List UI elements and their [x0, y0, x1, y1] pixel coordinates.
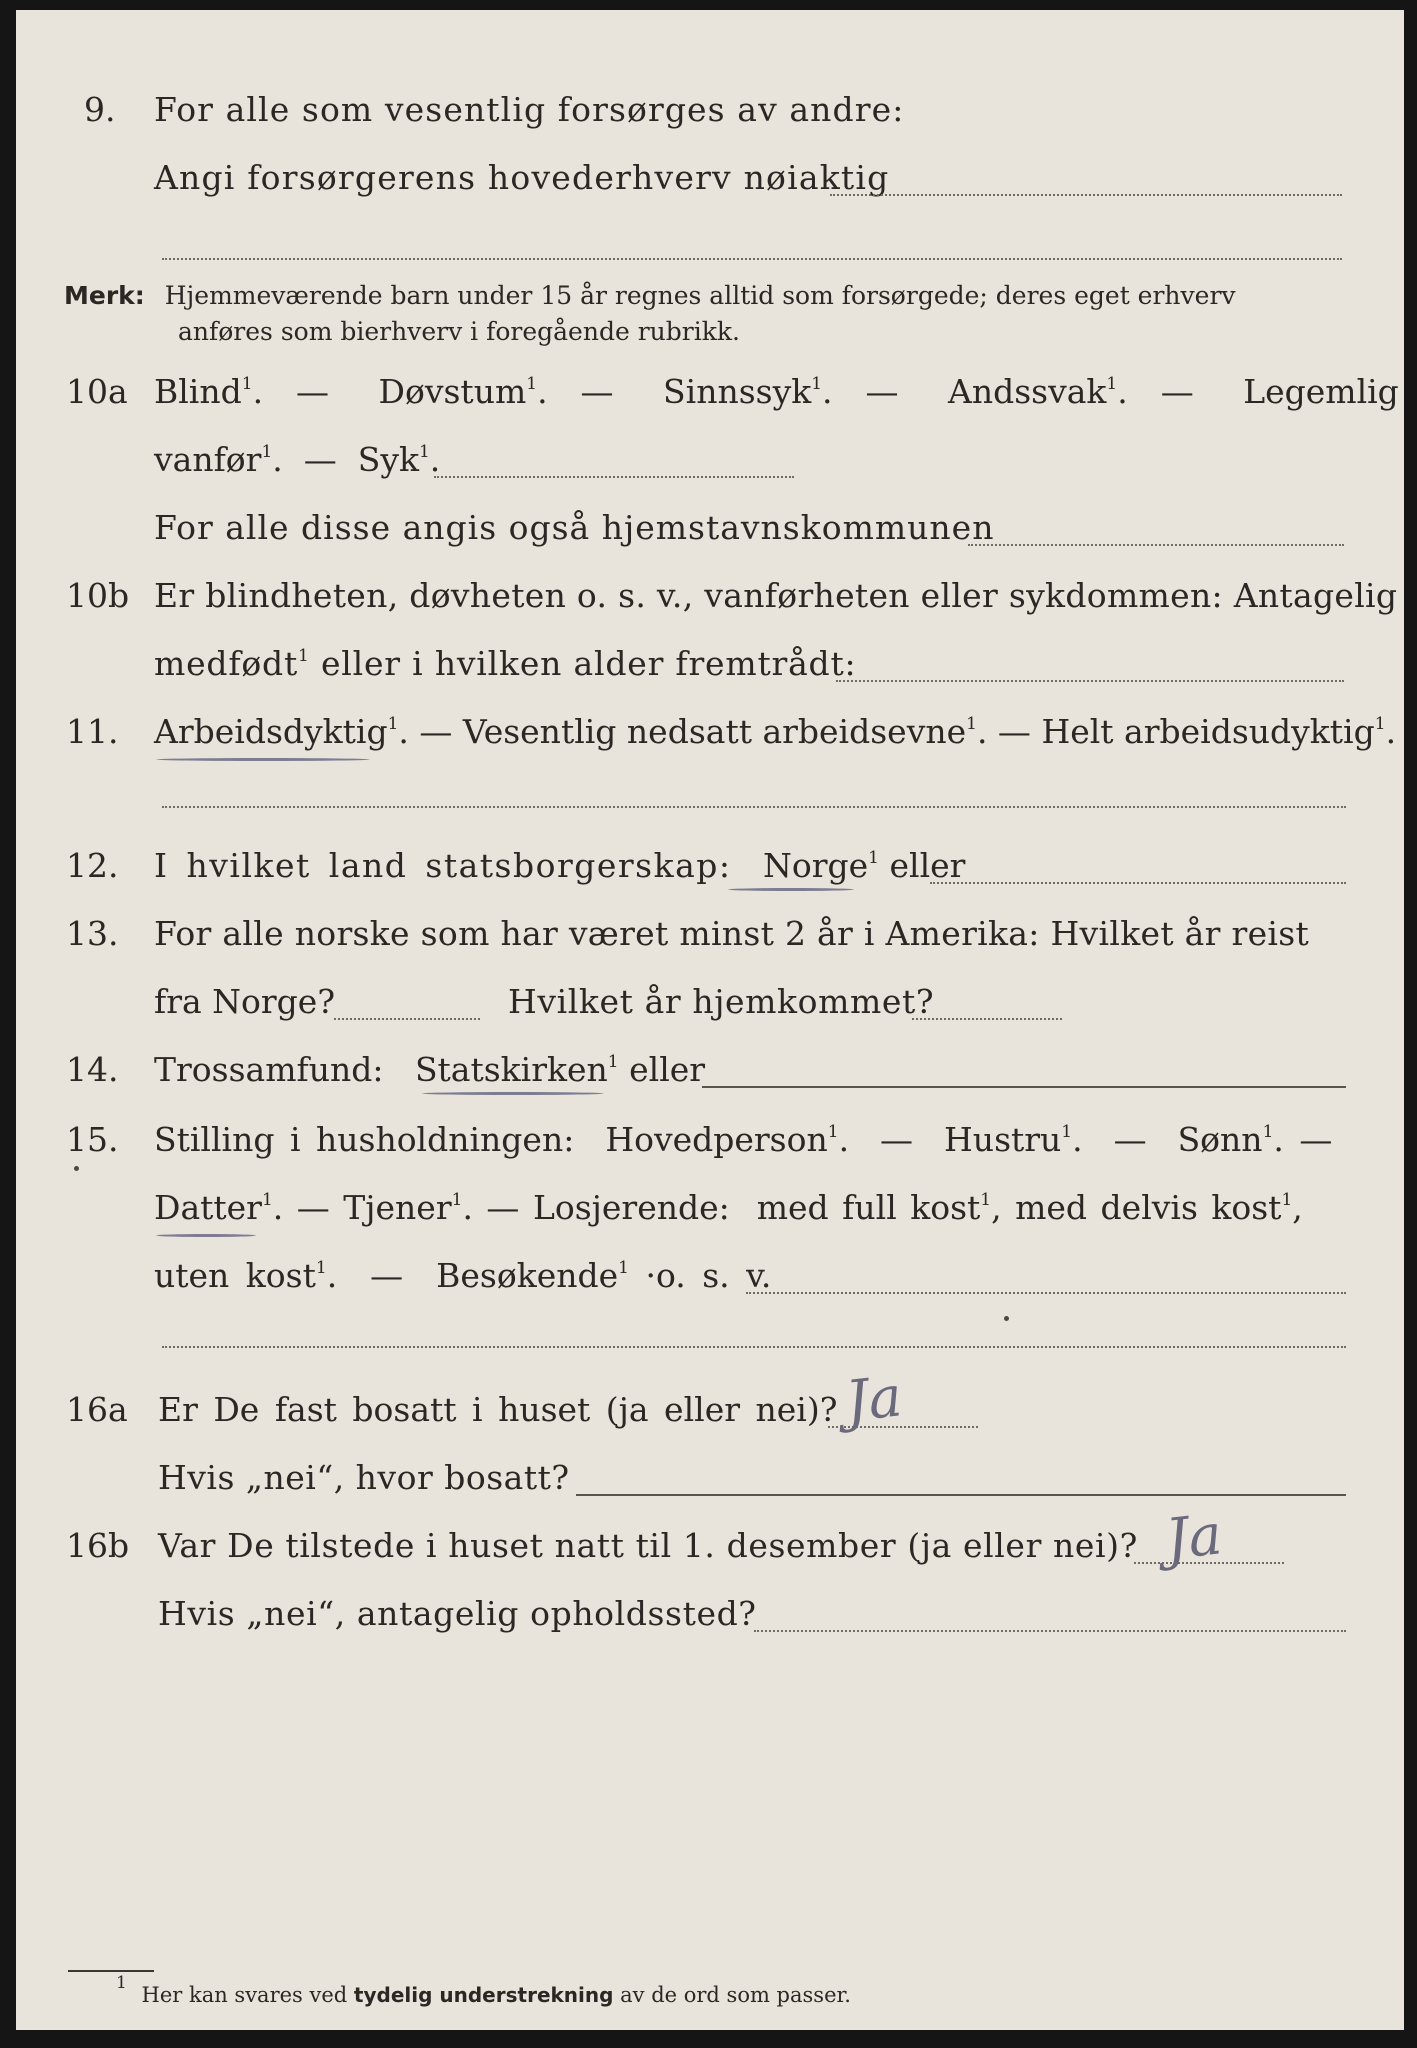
q9-answer-line[interactable]: [830, 194, 1342, 196]
opt-full-kost: med full kost: [756, 1188, 981, 1227]
q10a-line1: Blind$^1$. — Døvstum$^1$. — Sinnssyk$^1$. — Andssvak$^1$. — Legemlig: [154, 372, 1399, 411]
q10b-line2: medfødt$^1$ eller i hvilken alder fremtrådt:: [154, 644, 857, 683]
opt-medfodt: medfødt: [154, 644, 299, 683]
opt-norge: Norge: [763, 846, 869, 885]
q14-answer-line[interactable]: [702, 1086, 1346, 1088]
q12-line: I hvilket land statsborgerskap: Norge$^1$ eller: [154, 846, 966, 885]
q10b-line1: Er blindheten, døvheten o. s. v., vanførheten eller sykdommen: Antagelig: [154, 576, 1398, 615]
opt-sonn: Sønn: [1177, 1120, 1263, 1159]
opt-statskirken: Statskirken: [414, 1050, 608, 1089]
q16a-question: Er De fast bosatt i huset (ja eller nei)?: [158, 1390, 838, 1429]
underline-norge: [728, 888, 854, 891]
opt-datter: Datter: [154, 1188, 262, 1227]
footnote-rule: [68, 1970, 154, 1972]
opt-besokende: Besøkende: [436, 1256, 619, 1295]
q9-number: 9.: [84, 90, 116, 129]
q16b-question: Var De tilstede i huset natt til 1. desember (ja eller nei)?: [158, 1526, 1138, 1565]
merk-line1: Hjemmeværende barn under 15 år regnes alltid som forsørgede; deres eget erhverv: [164, 281, 1236, 310]
q16b-hvis-answer-line[interactable]: [754, 1630, 1346, 1632]
footnote-bold: tydelig understrekning: [353, 1983, 614, 2007]
q16b-hvis: Hvis „nei“, antagelig opholdssted?: [158, 1594, 757, 1633]
q16a-number: 16a: [66, 1390, 128, 1429]
q10a-answer-line[interactable]: [434, 476, 794, 478]
q10a-line3: For alle disse angis også hjemstavnskommunen: [154, 508, 995, 547]
q16a-hvis-answer-line[interactable]: [576, 1494, 1346, 1496]
opt-delvis-kost: med delvis kost: [1015, 1188, 1282, 1227]
opt-dovstum: Døvstum: [378, 372, 527, 411]
merk-label: Merk:: [64, 281, 145, 310]
q10a-line2: vanfør$^1$. — Syk$^1$.: [154, 440, 441, 479]
opt-tjener: Tjener: [343, 1188, 452, 1227]
q9-answer-line-2[interactable]: [162, 258, 1342, 260]
footnote: $^1$ Her kan svares ved tydelig understrekning av de ord som passer.: [116, 1973, 851, 2007]
q12-answer-line[interactable]: [930, 882, 1346, 884]
q13-back: Hvilket år hjemkommet?: [508, 982, 935, 1021]
footnote-mark: 1: [116, 1973, 127, 1993]
underline-arbeidsdyktig: [156, 758, 370, 761]
opt-blind: Blind: [154, 372, 242, 411]
q14-line: Trossamfund: Statskirken$^1$ eller: [154, 1050, 706, 1089]
opt-uten-kost: uten kost: [154, 1256, 316, 1295]
q9-line1: For alle som vesentlig forsørges av andre:: [154, 90, 905, 129]
hjemstavn-answer-line[interactable]: [968, 544, 1344, 546]
q15-line3: uten kost$^1$. — Besøkende$^1$ ·o. s. v.: [154, 1256, 772, 1295]
q15-line2: Datter$^1$. — Tjener$^1$. — Losjerende: med full kost$^1$, med delvis kost$^1$,: [154, 1188, 1303, 1227]
q13-from-answer[interactable]: [334, 1018, 480, 1020]
q16a-hvis: Hvis „nei“, hvor bosatt?: [158, 1458, 570, 1497]
opt-legemlig: Legemlig: [1243, 372, 1399, 411]
q15-answer-line[interactable]: [746, 1292, 1346, 1294]
q16b-number: 16b: [66, 1526, 130, 1565]
census-form-page: [16, 10, 1404, 2030]
q16a-answer-handwritten: Ja: [842, 1364, 906, 1435]
q10b-answer-line[interactable]: [836, 680, 1344, 682]
opt-vanfor: vanfør: [154, 440, 262, 479]
q13-from: fra Norge?: [154, 982, 336, 1021]
underline-datter: [156, 1234, 256, 1237]
q9-line2: Angi forsørgerens hovederhverv nøiaktig: [154, 158, 890, 197]
merk-line2: anføres som bierhverv i foregående rubrikk.: [178, 317, 740, 346]
merk-note: [64, 278, 1236, 314]
opt-udyktig: Helt arbeidsudyktig: [1041, 712, 1375, 751]
opt-nedsatt: Vesentlig nedsatt arbeidsevne: [462, 712, 967, 751]
opt-syk: Syk: [357, 440, 419, 479]
opt-sinnssyk: Sinnssyk: [663, 372, 812, 411]
opt-hovedperson: Hovedperson: [605, 1120, 828, 1159]
q11-number: 11.: [66, 712, 119, 751]
q13-back-answer[interactable]: [912, 1018, 1062, 1020]
q11-line: Arbeidsdyktig$^1$. — Vesentlig nedsatt arbeidsevne$^1$. — Helt arbeidsudyktig$^1$.: [154, 712, 1397, 751]
opt-hustru: Hustru: [944, 1120, 1062, 1159]
underline-statskirken: [422, 1092, 604, 1095]
q15-number: 15.: [66, 1120, 119, 1159]
q16b-answer-handwritten: Ja: [1162, 1502, 1226, 1573]
opt-arbeidsdyktig: Arbeidsdyktig: [154, 712, 388, 751]
q10b-number: 10b: [66, 576, 130, 615]
opt-andssvak: Andssvak: [948, 372, 1107, 411]
q14-number: 14.: [66, 1050, 119, 1089]
q15-line1: Stilling i husholdningen: Hovedperson$^1$. — Hustru$^1$. — Sønn$^1$. —: [154, 1120, 1333, 1159]
q10a-number: 10a: [66, 372, 128, 411]
q12-number: 12.: [66, 846, 119, 885]
q15-answer-line-2[interactable]: [162, 1346, 1346, 1348]
ink-speck: [74, 1166, 79, 1171]
q13-number: 13.: [66, 914, 119, 953]
q13-line1: For alle norske som har været minst 2 år i Amerika: Hvilket år reist: [154, 914, 1310, 953]
q11-answer-line[interactable]: [162, 806, 1346, 808]
ink-speck-2: [1004, 1316, 1009, 1321]
